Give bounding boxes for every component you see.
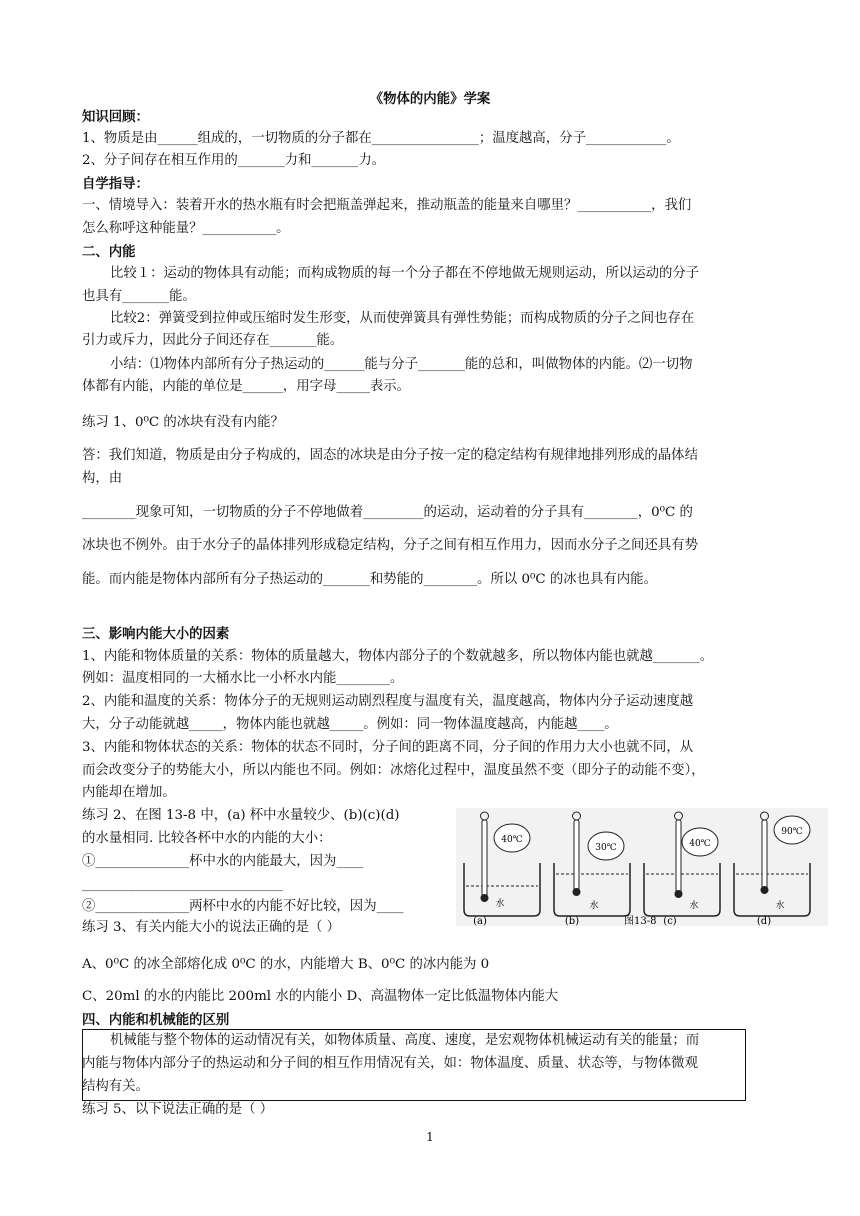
text-line: 比较2：弹簧受到拉伸或压缩时发生形变，从而使弹簧具有弹性势能；而构成物质的分子之间也存在 (110, 311, 695, 326)
text-line: 答：我们知道，物质是由分子构成的，固态的冰块是由分子按一定的稳定结构有规律地排列形成的晶体结 (82, 448, 698, 463)
section-heading: 四、内能和机械能的区别 (82, 1012, 230, 1028)
text-line: 1、物质是由______组成的，一切物质的分子都在________________；温度越高，分子____________。 (82, 131, 680, 146)
temp-label-a: 40℃ (501, 835, 523, 845)
text-line: 机械能与整个物体的运动情况有关，如物体质量、高度、速度，是宏观物体机械运动有关的能量；而 (110, 1033, 700, 1048)
page-number: 1 (426, 1130, 434, 1144)
text-line: ________现象可知，一切物质的分子不停地做着_________的运动，运动着的分子具有________，0⁰C 的 (82, 505, 693, 520)
text-line: 结构有关。 (82, 1079, 149, 1094)
text-line: 怎么称呼这种能量？___________。 (82, 221, 290, 236)
label-a: (a) (473, 916, 487, 926)
text-line: 内能却在增加。 (82, 785, 176, 800)
text-line: 例如：温度相同的一大桶水比一小杯水内能________。 (82, 671, 404, 686)
figure-caption: 图13-8 (624, 916, 657, 926)
exercise-line: 练习 2、在图 13-8 中，(a) 杯中水量较少、(b)(c)(d) (82, 808, 400, 823)
exercise-line: 练习 1、0⁰C 的冰块有没有内能？ (82, 415, 284, 430)
water-label-b: 水 (589, 901, 599, 911)
text-line: 3、内能和物体状态的关系：物体的状态不同时，分子间的距离不同，分子间的作用力大小也就不同，从 (82, 740, 694, 755)
text-line: 也具有_______能。 (82, 289, 196, 304)
text-line: 大，分子动能就越_____，物体内能也就越_____。例如：同一物体温度越高，内能越____。 (82, 717, 618, 732)
water-label-a: 水 (495, 899, 505, 909)
text-line: 一、情境导入：装着开水的热水瓶有时会把瓶盖弹起来，推动瓶盖的能量来自哪里？___________，我们 (82, 198, 692, 213)
exercise-line: 练习 5、以下说法正确的是（ ） (82, 1102, 274, 1117)
figure-13-8 (456, 808, 828, 926)
text-line: 能。而内能是物体内部所有分子热运动的_______和势能的________。所以 0⁰C 的冰也具有内能。 (82, 572, 657, 587)
text-line: ______________________________ (82, 877, 283, 892)
water-label-d: 水 (775, 901, 785, 911)
temp-label-d: 90℃ (781, 827, 803, 837)
text-line: ②______________两杯中水的内能不好比较，因为____ (82, 899, 404, 914)
water-label-c: 水 (689, 901, 699, 911)
section-heading: 三、影响内能大小的因素 (82, 626, 230, 642)
temp-label-b: 30℃ (595, 843, 617, 853)
text-line: 构，由 (82, 471, 123, 486)
section-heading: 二、内能 (82, 244, 136, 260)
section-heading: 知识回顾： (82, 109, 149, 125)
text-line: 2、分子间存在相互作用的_______力和_______力。 (82, 153, 386, 168)
option-line: C、20ml 的水的内能比 200ml 水的内能小 D、高温物体一定比低温物体内能大 (82, 989, 559, 1004)
text-line: 体都有内能，内能的单位是______，用字母_____表示。 (82, 379, 411, 394)
label-b: (b) (564, 916, 580, 926)
label-c: (c) (663, 916, 677, 926)
text-line: 2、内能和温度的关系：物体分子的无规则运动剧烈程度与温度有关，温度越高，物体内分子运动速度越 (82, 694, 694, 709)
text-line: 冰块也不例外。由于水分子的晶体排列形成稳定结构，分子之间有相互作用力，因而水分子之间还具有势 (82, 538, 698, 553)
text-line: 内能与物体内部分子的热运动和分子间的相互作用情况有关，如：物体温度、质量、状态等，与物体微观 (82, 1056, 698, 1071)
option-line: A、0⁰C 的冰全部熔化成 0⁰C 的水，内能增大 B、0⁰C 的冰内能为 0 (82, 957, 490, 972)
text-line: 比较１：运动的物体具有动能；而构成物质的每一个分子都在不停地做无规则运动，所以运动的分子 (110, 266, 700, 281)
text-line: ①______________杯中水的内能最大，因为____ (82, 854, 364, 869)
text-line: 引力或斥力，因此分子间还存在_______能。 (82, 333, 344, 348)
temp-label-c: 40℃ (689, 839, 711, 849)
text-line: 的水量相同. 比较各杯中水的内能的大小： (82, 831, 332, 846)
exercise-line: 练习 3、有关内能大小的说法正确的是（ ） (82, 920, 341, 935)
text-line: 1、内能和物体质量的关系：物体的质量越大，物体内部分子的个数就越多，所以物体内能也就越_______。 (82, 649, 714, 664)
text-line: 小结：⑴物体内部所有分子热运动的______能与分子_______能的总和，叫做物体的内能。⑵一切物 (110, 357, 693, 372)
page-title: 《物体的内能》学案 (369, 91, 491, 107)
label-d: (d) (756, 916, 772, 926)
text-line: 而会改变分子的势能大小，所以内能也不同。例如：冰熔化过程中，温度虽然不变（即分子的动能不变）， (82, 763, 705, 778)
section-heading: 自学指导： (82, 176, 149, 192)
